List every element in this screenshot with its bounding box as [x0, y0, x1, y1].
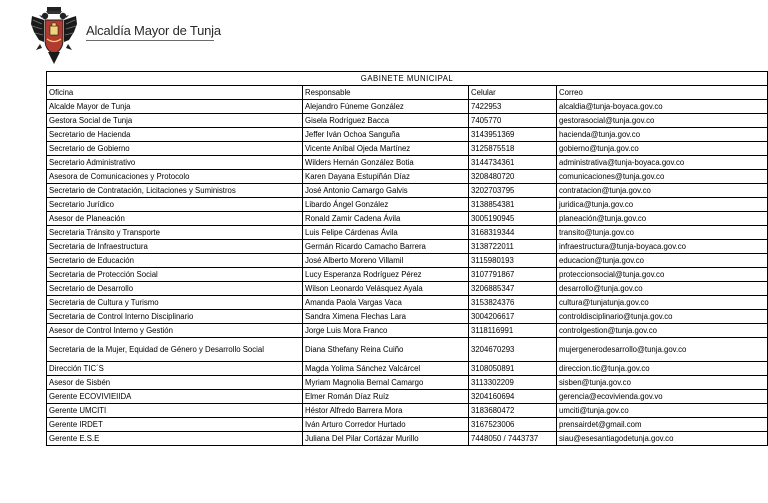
correo-cell: direccion.tic@tunja.gov.co	[557, 362, 768, 376]
oficina-cell: Asesor de Control Interno y Gestión	[47, 324, 303, 338]
coat-of-arms-logo	[30, 6, 78, 68]
oficina-cell: Secretaria de Control Interno Disciplinario	[47, 310, 303, 324]
correo-cell: gestorasocial@tunja.gov.co	[557, 114, 768, 128]
correo-cell: educacion@tunja.gov.co	[557, 254, 768, 268]
table-row	[47, 362, 768, 376]
correo-cell: gobierno@tunja.gov.co	[557, 142, 768, 156]
table-row	[47, 114, 768, 128]
oficina-cell: Secretaria de la Mujer, Equidad de Género y Desarrollo Social	[47, 338, 303, 362]
table-header-row	[47, 86, 768, 100]
responsable-cell: Ronald Zamir Cadena Ávila	[303, 212, 469, 226]
correo-cell: desarrollo@tunja.gov.co	[557, 282, 768, 296]
celular-cell: 3107791867	[469, 268, 557, 282]
oficina-cell: Secretario de Gobierno	[47, 142, 303, 156]
celular-cell: 3167523006	[469, 418, 557, 432]
table-row	[47, 432, 768, 446]
table-row	[47, 310, 768, 324]
oficina-cell: Secretario de Educación	[47, 254, 303, 268]
table-row	[47, 170, 768, 184]
celular-cell: 7448050 / 7443737	[469, 432, 557, 446]
oficina-cell: Secretaria de Cultura y Turismo	[47, 296, 303, 310]
celular-cell: 3004206617	[469, 310, 557, 324]
column-header-celular: Celular	[469, 86, 557, 100]
celular-cell: 3202703795	[469, 184, 557, 198]
table-row	[47, 282, 768, 296]
correo-cell: cultura@tunjatunja.gov.co	[557, 296, 768, 310]
table-row	[47, 212, 768, 226]
table-row	[47, 240, 768, 254]
responsable-cell: Héstor Alfredo Barrera Mora	[303, 404, 469, 418]
responsable-cell: Libardo Ángel González	[303, 198, 469, 212]
table-row	[47, 156, 768, 170]
celular-cell: 3153824376	[469, 296, 557, 310]
org-name: Alcaldía Mayor de Tunja	[86, 23, 221, 38]
oficina-cell: Secretaria Tránsito y Transporte	[47, 226, 303, 240]
correo-cell: controlgestion@tunja.gov.co	[557, 324, 768, 338]
correo-cell: umciti@tunja.gov.co	[557, 404, 768, 418]
oficina-cell: Dirección TIC´S	[47, 362, 303, 376]
celular-cell: 3005190945	[469, 212, 557, 226]
table-row	[47, 376, 768, 390]
oficina-cell: Asesora de Comunicaciones y Protocolo	[47, 170, 303, 184]
responsable-cell: Jorge Luis Mora Franco	[303, 324, 469, 338]
correo-cell: planeación@tunja.gov.co	[557, 212, 768, 226]
celular-cell: 3143951369	[469, 128, 557, 142]
table-row	[47, 324, 768, 338]
celular-cell: 7405770	[469, 114, 557, 128]
celular-cell: 3125875518	[469, 142, 557, 156]
table-row	[47, 390, 768, 404]
oficina-cell: Asesor de Sisbén	[47, 376, 303, 390]
responsable-cell: Alejandro Fúneme González	[303, 100, 469, 114]
cabinet-table	[46, 71, 768, 446]
table-row	[47, 142, 768, 156]
table-row	[47, 100, 768, 114]
celular-cell: 3183680472	[469, 404, 557, 418]
responsable-cell: José Alberto Moreno Villamil	[303, 254, 469, 268]
oficina-cell: Gerente UMCITI	[47, 404, 303, 418]
oficina-cell: Secretario de Hacienda	[47, 128, 303, 142]
celular-cell: 3208480720	[469, 170, 557, 184]
table-row	[47, 338, 768, 362]
responsable-cell: Karen Dayana Estupiñán Díaz	[303, 170, 469, 184]
celular-cell: 3113302209	[469, 376, 557, 390]
oficina-cell: Secretario Administrativo	[47, 156, 303, 170]
correo-cell: prensairdet@gmail.com	[557, 418, 768, 432]
celular-cell: 3204160694	[469, 390, 557, 404]
responsable-cell: Juliana Del Pilar Cortázar Murillo	[303, 432, 469, 446]
table-row	[47, 128, 768, 142]
responsable-cell: José Antonio Camargo Galvis	[303, 184, 469, 198]
oficina-cell: Secretaria de Infraestructura	[47, 240, 303, 254]
table-title: GABINETE MUNICIPAL	[47, 72, 768, 86]
page-header	[30, 6, 230, 68]
responsable-cell: Vicente Aníbal Ojeda Martínez	[303, 142, 469, 156]
oficina-cell: Secretario de Desarrollo	[47, 282, 303, 296]
celular-cell: 3118116991	[469, 324, 557, 338]
correo-cell: juridica@tunja.gov.co	[557, 198, 768, 212]
celular-cell: 3108050891	[469, 362, 557, 376]
correo-cell: proteccionsocial@tunja.gov.co	[557, 268, 768, 282]
correo-cell: hacienda@tunja.gov.co	[557, 128, 768, 142]
oficina-cell: Gestora Social de Tunja	[47, 114, 303, 128]
correo-cell: mujergenerodesarrollo@tunja.gov.co	[557, 338, 768, 362]
oficina-cell: Gerente ECOVIVIEIIDA	[47, 390, 303, 404]
column-header-oficina: Oficina	[47, 86, 303, 100]
oficina-cell: Gerente E.S.E	[47, 432, 303, 446]
table-row	[47, 198, 768, 212]
celular-cell: 3138722011	[469, 240, 557, 254]
oficina-cell: Asesor de Planeación	[47, 212, 303, 226]
celular-cell: 3138854381	[469, 198, 557, 212]
oficina-cell: Gerente IRDET	[47, 418, 303, 432]
celular-cell: 3115980193	[469, 254, 557, 268]
oficina-cell: Secretario de Contratación, Licitaciones y Suministros	[47, 184, 303, 198]
correo-cell: controldisciplinario@tunja.gov.co	[557, 310, 768, 324]
responsable-cell: Wilson Leonardo Velásquez Ayala	[303, 282, 469, 296]
oficina-cell: Secretaria de Protección Social	[47, 268, 303, 282]
oficina-cell: Secretario Jurídico	[47, 198, 303, 212]
table-row	[47, 404, 768, 418]
correo-cell: comunicaciones@tunja.gov.co	[557, 170, 768, 184]
responsable-cell: Wilders Hernán González Botia	[303, 156, 469, 170]
column-header-correo: Correo	[557, 86, 768, 100]
table-row	[47, 254, 768, 268]
correo-cell: infraestructura@tunja-boyaca.gov.co	[557, 240, 768, 254]
oficina-cell: Alcalde Mayor de Tunja	[47, 100, 303, 114]
responsable-cell: Lucy Esperanza Rodríguez Pérez	[303, 268, 469, 282]
responsable-cell: Sandra Ximena Flechas Lara	[303, 310, 469, 324]
table-row	[47, 184, 768, 198]
celular-cell: 3206885347	[469, 282, 557, 296]
correo-cell: alcaldia@tunja-boyaca.gov.co	[557, 100, 768, 114]
responsable-cell: Diana Sthefany Reina Cuiño	[303, 338, 469, 362]
responsable-cell: Iván Arturo Corredor Hurtado	[303, 418, 469, 432]
responsable-cell: Germán Ricardo Camacho Barrera	[303, 240, 469, 254]
table-row	[47, 296, 768, 310]
correo-cell: transito@tunja.gov.co	[557, 226, 768, 240]
column-header-responsable: Responsable	[303, 86, 469, 100]
table-row	[47, 226, 768, 240]
responsable-cell: Jeffer Iván Ochoa Sanguña	[303, 128, 469, 142]
table-row	[47, 418, 768, 432]
responsable-cell: Amanda Paola Vargas Vaca	[303, 296, 469, 310]
responsable-cell: Elmer Román Díaz Ruíz	[303, 390, 469, 404]
org-name-underline	[86, 40, 214, 41]
celular-cell: 3168319344	[469, 226, 557, 240]
responsable-cell: Gisela Rodríguez Bacca	[303, 114, 469, 128]
correo-cell: gerencia@ecovivienda.gov.vo	[557, 390, 768, 404]
celular-cell: 3144734361	[469, 156, 557, 170]
table-row	[47, 268, 768, 282]
celular-cell: 7422953	[469, 100, 557, 114]
correo-cell: administrativa@tunja-boyaca.gov.co	[557, 156, 768, 170]
correo-cell: contratacion@tunja.gov.co	[557, 184, 768, 198]
celular-cell: 3204670293	[469, 338, 557, 362]
responsable-cell: Myriam Magnolia Bernal Camargo	[303, 376, 469, 390]
correo-cell: sisben@tunja.gov.co	[557, 376, 768, 390]
responsable-cell: Magda Yolima Sánchez Valcárcel	[303, 362, 469, 376]
responsable-cell: Luis Felipe Cárdenas Ávila	[303, 226, 469, 240]
correo-cell: siau@esesantiagodetunja.gov.co	[557, 432, 768, 446]
